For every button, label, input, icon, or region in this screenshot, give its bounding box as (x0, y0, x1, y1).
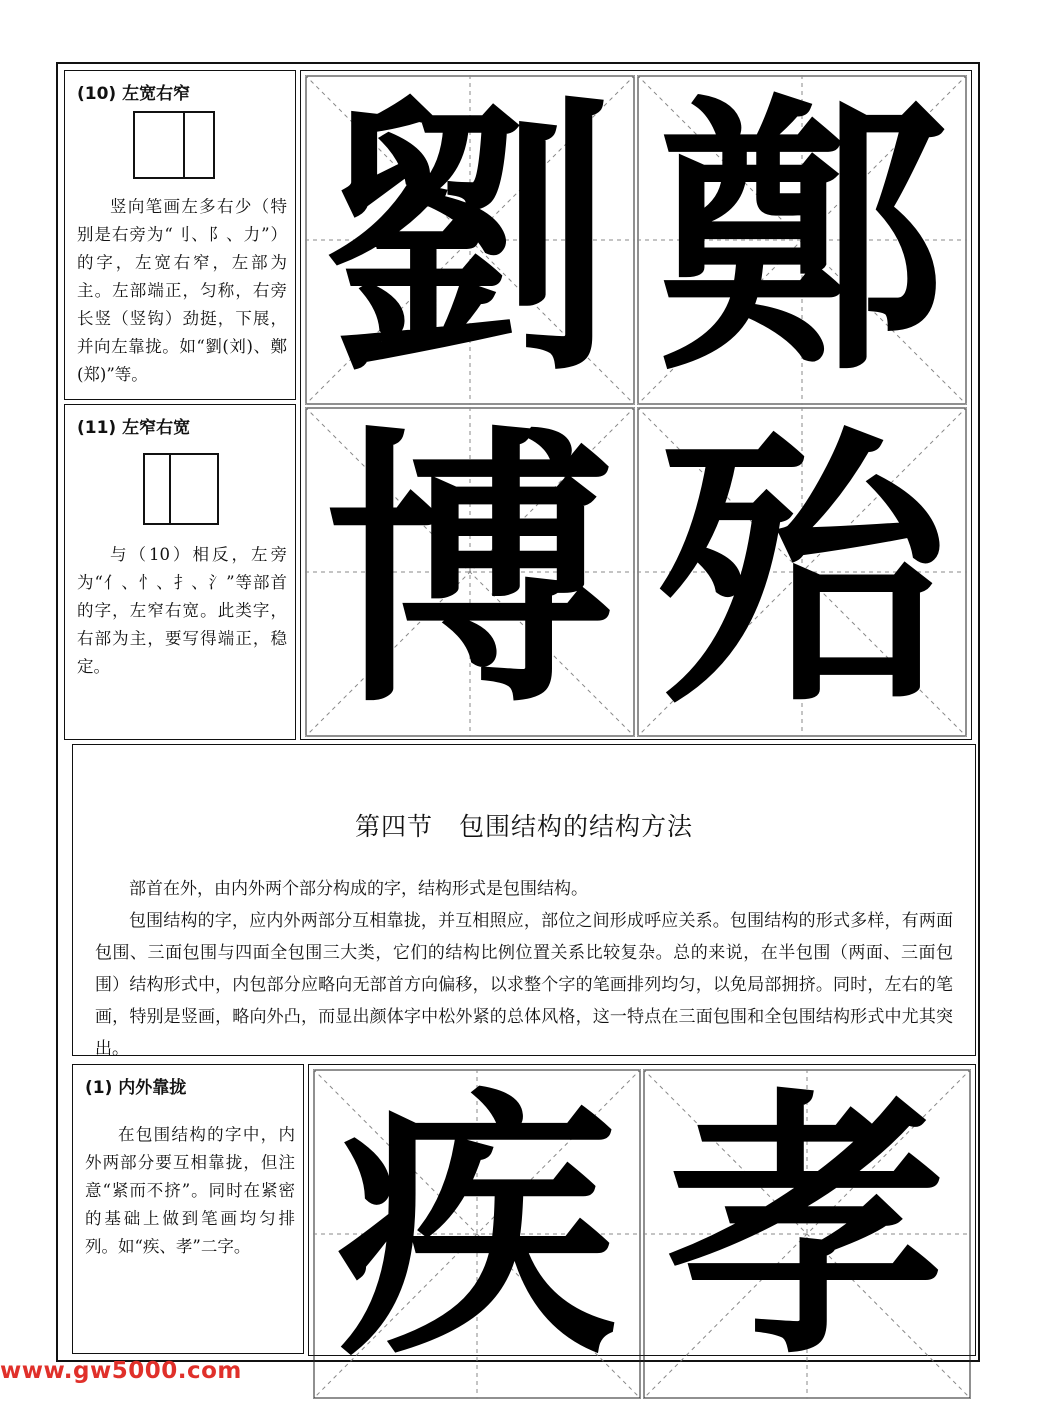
top-character-grid (300, 70, 972, 740)
left-narrow-right-wide-diagram (143, 453, 219, 525)
left-wide-right-narrow-diagram (133, 111, 215, 179)
grid-cell-2 (637, 70, 967, 410)
rule-1-box (72, 1064, 304, 1354)
character-zheng: 鄭 (657, 70, 947, 410)
grid-cell-5 (313, 1064, 641, 1399)
section-body (95, 873, 953, 1065)
grid-cell-4 (637, 402, 967, 742)
character-ji: 疾 (337, 1064, 617, 1393)
grid-cell-3 (305, 402, 635, 742)
character-dai: 殆 (657, 402, 947, 742)
site-watermark: www.gw5000.com (0, 1358, 242, 1384)
grid-cell-6 (643, 1064, 971, 1399)
bottom-character-grid (308, 1064, 976, 1393)
section-paragraph: 包围结构的字，应内外两部分互相靠拢，并互相照应，部位之间形成呼应关系。包围结构的形式多样，有两面包围、三面包围与四面全包围三大类，它们的结构比例位置关系比较复杂。总的来说，在半包围（两面、三面包围）结构形式中，内包部分应略向无部首方向偏移，以求整个字的笔画排列均匀，以免局部拥挤。同时，左右的笔画，特别是竖画，略向外凸，而显出颜体字中松外紧的总体风格，这一特点在三面包围和全包围结构形式中尤其突出。 (95, 911, 953, 1059)
section-title: 第四节 包围结构的结构方法 (354, 812, 693, 841)
grid-cell-1 (305, 70, 635, 410)
rule-11-body: 与（10）相反，左旁为“亻、忄、扌、氵”等部首的字，左窄右宽。此类字，右部为主，要写得端正，稳定。 (77, 545, 287, 676)
character-bo: 博 (325, 402, 615, 742)
character-xiao: 孝 (667, 1064, 947, 1393)
section-paragraph: 部首在外，由内外两个部分构成的字，结构形式是包围结构。 (129, 879, 588, 899)
rule-11-box (64, 404, 296, 740)
rule-10-box (64, 70, 296, 400)
rule-11-title: (11) 左窄右宽 (77, 418, 191, 438)
character-liu: 劉 (325, 70, 615, 410)
rule-10-title: (10) 左宽右窄 (77, 84, 191, 104)
rule-1-title: (1) 内外靠拢 (85, 1078, 187, 1098)
rule-1-body: 在包围结构的字中，内外两部分要互相靠拢，但注意“紧而不挤”。同时在紧密的基础上做到笔画均匀排列。如“疾、孝”二字。 (85, 1125, 295, 1256)
rule-10-body: 竖向笔画左多右少（特别是右旁为“刂、阝、力”）的字，左宽右窄，左部为主。左部端正，匀称，右旁长竖（竖钩）劲挺，下展，并向左靠拢。如“劉(刘)、鄭(郑)”等。 (77, 197, 287, 384)
section-4-box (72, 744, 976, 1059)
